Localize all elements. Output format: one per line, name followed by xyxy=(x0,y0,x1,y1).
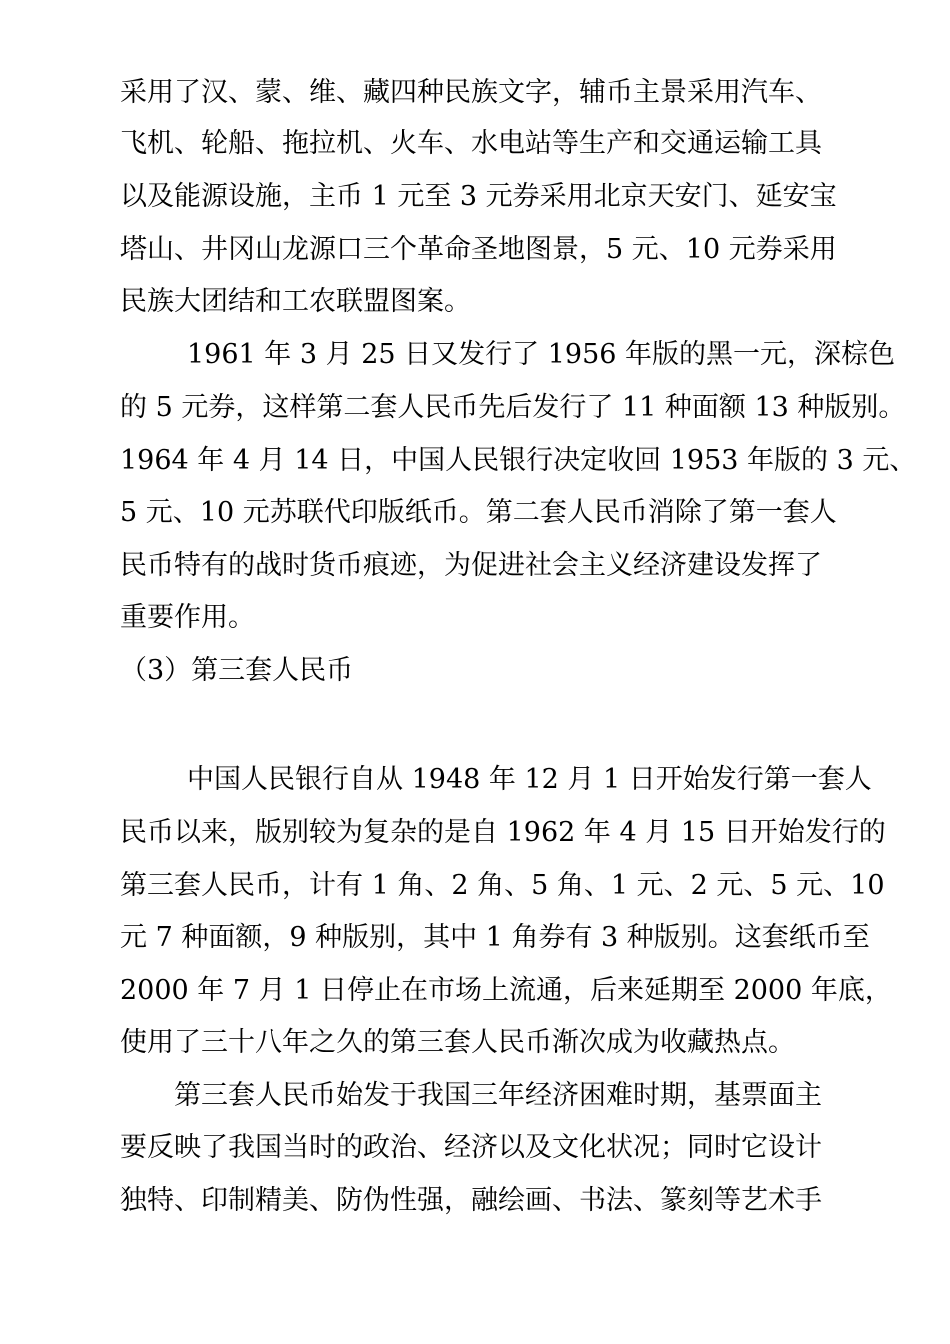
paragraph-line: 1964 年 4 月 14 日，中国人民银行决定收回 1953 年版的 3 元、 xyxy=(120,445,917,476)
paragraph-line: 民族大团结和工农联盟图案。 xyxy=(120,286,471,317)
paragraph-line: 1961 年 3 月 25 日又发行了 1956 年版的黑一元，深棕色 xyxy=(187,339,896,370)
paragraph-line: 要反映了我国当时的政治、经济以及文化状况；同时它设计 xyxy=(120,1132,822,1163)
paragraph-line: 民币特有的战时货币痕迹，为促进社会主义经济建设发挥了 xyxy=(120,550,822,581)
paragraph-line: 使用了三十八年之久的第三套人民币渐次成为收藏热点。 xyxy=(120,1027,795,1058)
paragraph-line: 第三套人民币，计有 1 角、2 角、5 角、1 元、2 元、5 元、10 xyxy=(120,870,885,901)
paragraph-line: 以及能源设施，主币 1 元至 3 元券采用北京天安门、延安宝 xyxy=(120,181,837,212)
paragraph-line: 5 元、10 元苏联代印版纸币。第二套人民币消除了第一套人 xyxy=(120,497,837,528)
paragraph-line: 采用了汉、蒙、维、藏四种民族文字，辅币主景采用汽车、 xyxy=(120,77,822,108)
paragraph-line: 独特、印制精美、防伪性强，融绘画、书法、篆刻等艺术手 xyxy=(120,1185,822,1216)
paragraph-line: 重要作用。 xyxy=(120,602,255,633)
paragraph-line: 的 5 元券，这样第二套人民币先后发行了 11 种面额 13 种版别。 xyxy=(120,392,906,423)
paragraph-line: 塔山、井冈山龙源口三个革命圣地图景，5 元、10 元券采用 xyxy=(120,234,837,265)
paragraph-line: 第三套人民币始发于我国三年经济困难时期，基票面主 xyxy=(174,1080,822,1111)
paragraph-line: 中国人民银行自从 1948 年 12 月 1 日开始发行第一套人 xyxy=(187,764,872,795)
paragraph-line: 民币以来，版别较为复杂的是自 1962 年 4 月 15 日开始发行的 xyxy=(120,817,886,848)
paragraph-line: 2000 年 7 月 1 日停止在市场上流通，后来延期至 2000 年底， xyxy=(120,975,892,1006)
section-heading: （3）第三套人民币 xyxy=(120,655,354,686)
paragraph-line: 飞机、轮船、拖拉机、火车、水电站等生产和交通运输工具 xyxy=(120,128,822,159)
paragraph-line: 元 7 种面额，9 种版别，其中 1 角券有 3 种版别。这套纸币至 xyxy=(120,922,870,953)
